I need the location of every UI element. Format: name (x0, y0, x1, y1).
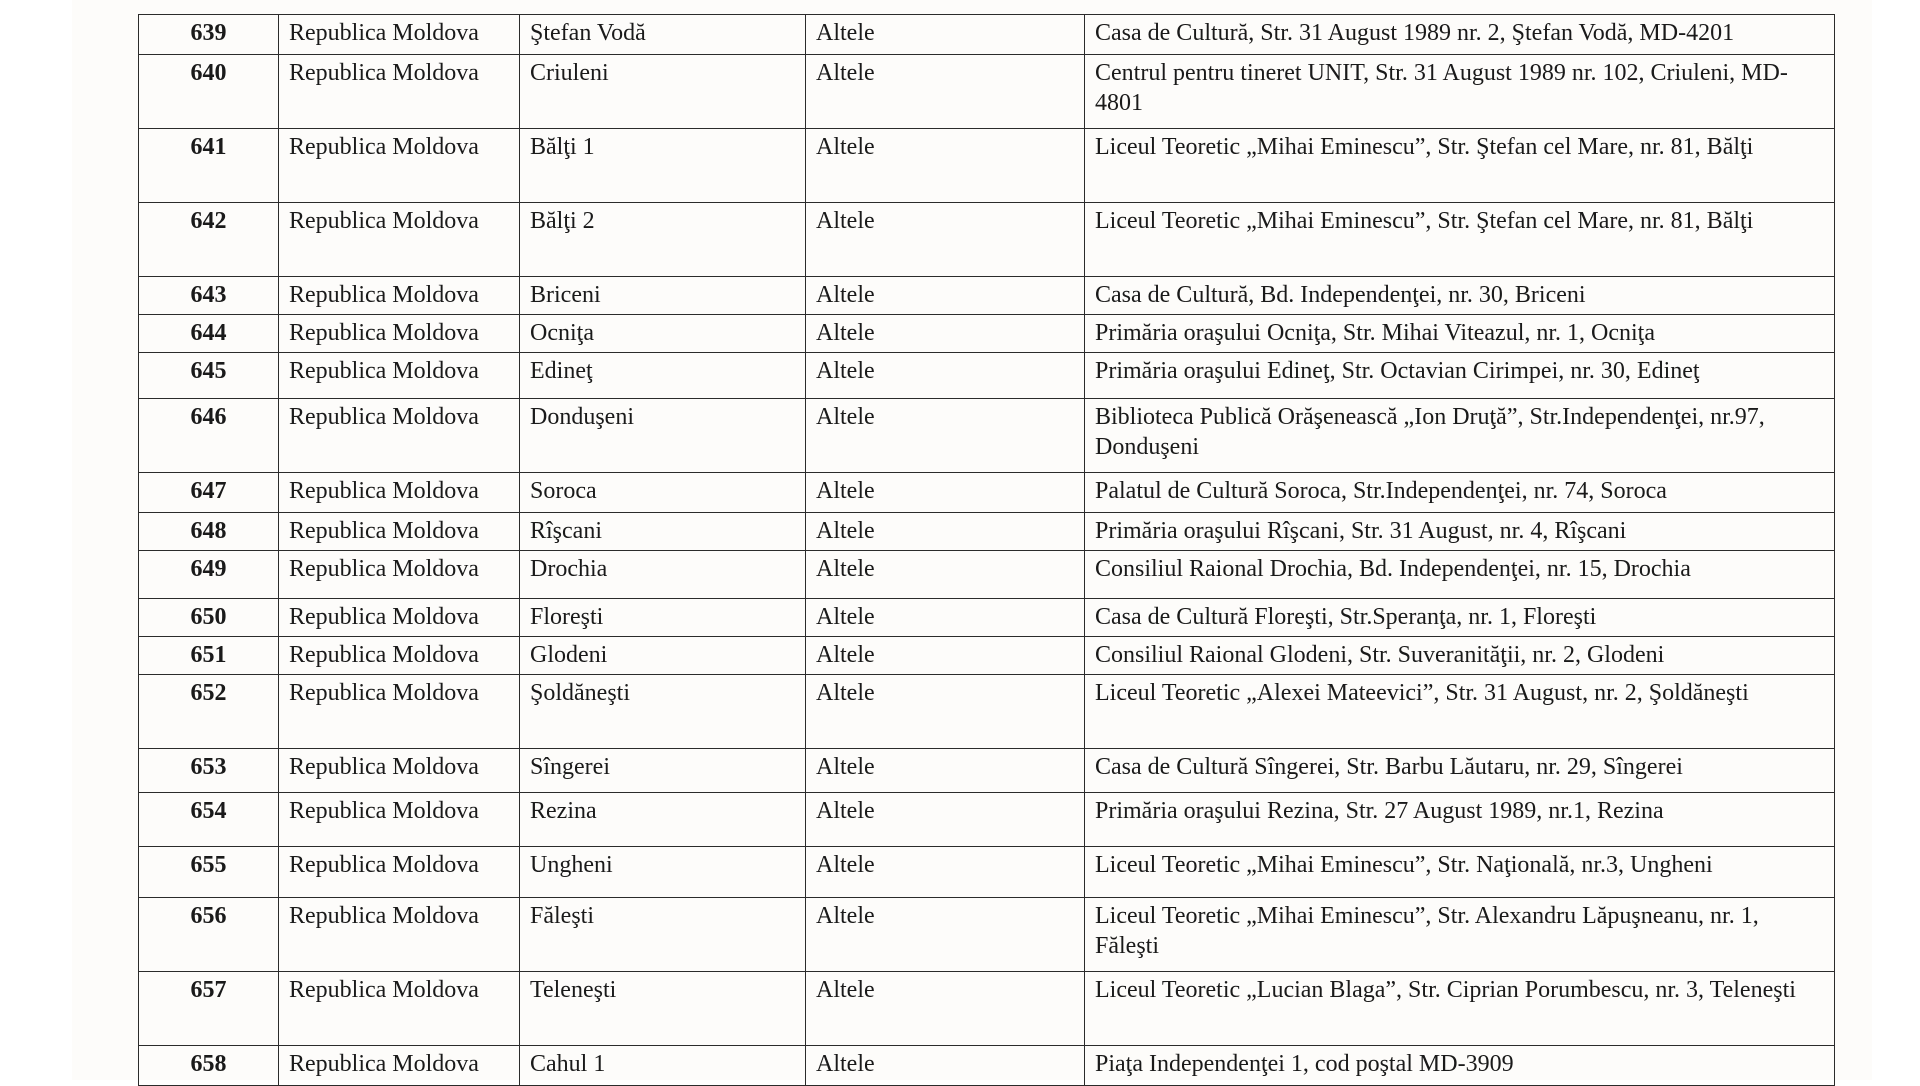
country-cell: Republica Moldova (279, 55, 520, 129)
address-cell: Primăria oraşului Ocniţa, Str. Mihai Viteazul, nr. 1, Ocniţa (1085, 315, 1835, 353)
row-number: 650 (139, 599, 279, 637)
row-number: 658 (139, 1046, 279, 1086)
circumscription-cell: Drochia (520, 551, 806, 599)
address-cell: Liceul Teoretic „Mihai Eminescu”, Str. Ştefan cel Mare, nr. 81, Bălţi (1085, 129, 1835, 203)
circumscription-cell: Bălţi 1 (520, 129, 806, 203)
circumscription-cell: Rîşcani (520, 513, 806, 551)
country-cell: Republica Moldova (279, 399, 520, 473)
address-cell: Primăria oraşului Rîşcani, Str. 31 August, nr. 4, Rîşcani (1085, 513, 1835, 551)
table-row (139, 599, 1835, 637)
circumscription-cell: Briceni (520, 277, 806, 315)
address-cell: Liceul Teoretic „Lucian Blaga”, Str. Ciprian Porumbescu, nr. 3, Teleneşti (1085, 972, 1835, 1046)
country-cell: Republica Moldova (279, 847, 520, 898)
type-cell: Altele (806, 793, 1085, 847)
row-number: 656 (139, 898, 279, 972)
row-number: 657 (139, 972, 279, 1046)
table-row (139, 399, 1835, 473)
table-row (139, 473, 1835, 513)
type-cell: Altele (806, 55, 1085, 129)
polling-stations-table (138, 14, 1835, 1086)
type-cell: Altele (806, 749, 1085, 793)
address-cell: Biblioteca Publică Orăşenească „Ion Druţă”, Str.Independenţei, nr.97, Donduşeni (1085, 399, 1835, 473)
circumscription-cell: Soroca (520, 473, 806, 513)
table-row (139, 847, 1835, 898)
type-cell: Altele (806, 203, 1085, 277)
circumscription-cell: Donduşeni (520, 399, 806, 473)
country-cell: Republica Moldova (279, 315, 520, 353)
type-cell: Altele (806, 353, 1085, 399)
table-row (139, 637, 1835, 675)
type-cell: Altele (806, 847, 1085, 898)
circumscription-cell: Teleneşti (520, 972, 806, 1046)
address-cell: Liceul Teoretic „Alexei Mateevici”, Str. 31 August, nr. 2, Şoldăneşti (1085, 675, 1835, 749)
country-cell: Republica Moldova (279, 1046, 520, 1086)
country-cell: Republica Moldova (279, 637, 520, 675)
type-cell: Altele (806, 473, 1085, 513)
table-row (139, 129, 1835, 203)
table-row (139, 353, 1835, 399)
circumscription-cell: Ştefan Vodă (520, 15, 806, 55)
row-number: 645 (139, 353, 279, 399)
country-cell: Republica Moldova (279, 898, 520, 972)
table-row (139, 203, 1835, 277)
row-number: 651 (139, 637, 279, 675)
country-cell: Republica Moldova (279, 675, 520, 749)
type-cell: Altele (806, 599, 1085, 637)
row-number: 640 (139, 55, 279, 129)
address-cell: Casa de Cultură Sîngerei, Str. Barbu Lăutaru, nr. 29, Sîngerei (1085, 749, 1835, 793)
address-cell: Primăria oraşului Edineţ, Str. Octavian Cirimpei, nr. 30, Edineţ (1085, 353, 1835, 399)
country-cell: Republica Moldova (279, 551, 520, 599)
country-cell: Republica Moldova (279, 972, 520, 1046)
type-cell: Altele (806, 637, 1085, 675)
table-row (139, 793, 1835, 847)
country-cell: Republica Moldova (279, 15, 520, 55)
circumscription-cell: Sîngerei (520, 749, 806, 793)
country-cell: Republica Moldova (279, 129, 520, 203)
row-number: 639 (139, 15, 279, 55)
circumscription-cell: Floreşti (520, 599, 806, 637)
row-number: 643 (139, 277, 279, 315)
address-cell: Casa de Cultură Floreşti, Str.Speranţa, nr. 1, Floreşti (1085, 599, 1835, 637)
address-cell: Centrul pentru tineret UNIT, Str. 31 August 1989 nr. 102, Criuleni, MD-4801 (1085, 55, 1835, 129)
row-number: 644 (139, 315, 279, 353)
address-cell: Liceul Teoretic „Mihai Eminescu”, Str. Naţională, nr.3, Ungheni (1085, 847, 1835, 898)
circumscription-cell: Glodeni (520, 637, 806, 675)
circumscription-cell: Bălţi 2 (520, 203, 806, 277)
address-cell: Palatul de Cultură Soroca, Str.Independenţei, nr. 74, Soroca (1085, 473, 1835, 513)
circumscription-cell: Rezina (520, 793, 806, 847)
type-cell: Altele (806, 315, 1085, 353)
table-row (139, 277, 1835, 315)
country-cell: Republica Moldova (279, 599, 520, 637)
type-cell: Altele (806, 15, 1085, 55)
type-cell: Altele (806, 1046, 1085, 1086)
row-number: 654 (139, 793, 279, 847)
circumscription-cell: Făleşti (520, 898, 806, 972)
country-cell: Republica Moldova (279, 277, 520, 315)
address-cell: Liceul Teoretic „Mihai Eminescu”, Str. Ştefan cel Mare, nr. 81, Bălţi (1085, 203, 1835, 277)
row-number: 648 (139, 513, 279, 551)
table-row (139, 55, 1835, 129)
type-cell: Altele (806, 675, 1085, 749)
table-row (139, 315, 1835, 353)
type-cell: Altele (806, 972, 1085, 1046)
circumscription-cell: Ungheni (520, 847, 806, 898)
table-row (139, 15, 1835, 55)
country-cell: Republica Moldova (279, 513, 520, 551)
row-number: 653 (139, 749, 279, 793)
row-number: 652 (139, 675, 279, 749)
row-number: 649 (139, 551, 279, 599)
table-row (139, 972, 1835, 1046)
table-row (139, 513, 1835, 551)
type-cell: Altele (806, 513, 1085, 551)
type-cell: Altele (806, 399, 1085, 473)
table-row (139, 749, 1835, 793)
country-cell: Republica Moldova (279, 203, 520, 277)
address-cell: Liceul Teoretic „Mihai Eminescu”, Str. Alexandru Lăpuşneanu, nr. 1, Făleşti (1085, 898, 1835, 972)
circumscription-cell: Şoldăneşti (520, 675, 806, 749)
country-cell: Republica Moldova (279, 793, 520, 847)
circumscription-cell: Ocniţa (520, 315, 806, 353)
country-cell: Republica Moldova (279, 749, 520, 793)
type-cell: Altele (806, 277, 1085, 315)
address-cell: Casa de Cultură, Str. 31 August 1989 nr. 2, Ştefan Vodă, MD-4201 (1085, 15, 1835, 55)
row-number: 646 (139, 399, 279, 473)
type-cell: Altele (806, 551, 1085, 599)
address-cell: Casa de Cultură, Bd. Independenţei, nr. 30, Briceni (1085, 277, 1835, 315)
row-number: 642 (139, 203, 279, 277)
table-row (139, 898, 1835, 972)
row-number: 647 (139, 473, 279, 513)
circumscription-cell: Edineţ (520, 353, 806, 399)
row-number: 655 (139, 847, 279, 898)
address-cell: Consiliul Raional Drochia, Bd. Independenţei, nr. 15, Drochia (1085, 551, 1835, 599)
type-cell: Altele (806, 898, 1085, 972)
table-row (139, 551, 1835, 599)
address-cell: Consiliul Raional Glodeni, Str. Suveranităţii, nr. 2, Glodeni (1085, 637, 1835, 675)
address-cell: Piaţa Independenţei 1, cod poştal MD-3909 (1085, 1046, 1835, 1086)
type-cell: Altele (806, 129, 1085, 203)
row-number: 641 (139, 129, 279, 203)
country-cell: Republica Moldova (279, 353, 520, 399)
table-row (139, 675, 1835, 749)
address-cell: Primăria oraşului Rezina, Str. 27 August 1989, nr.1, Rezina (1085, 793, 1835, 847)
circumscription-cell: Criuleni (520, 55, 806, 129)
country-cell: Republica Moldova (279, 473, 520, 513)
circumscription-cell: Cahul 1 (520, 1046, 806, 1086)
